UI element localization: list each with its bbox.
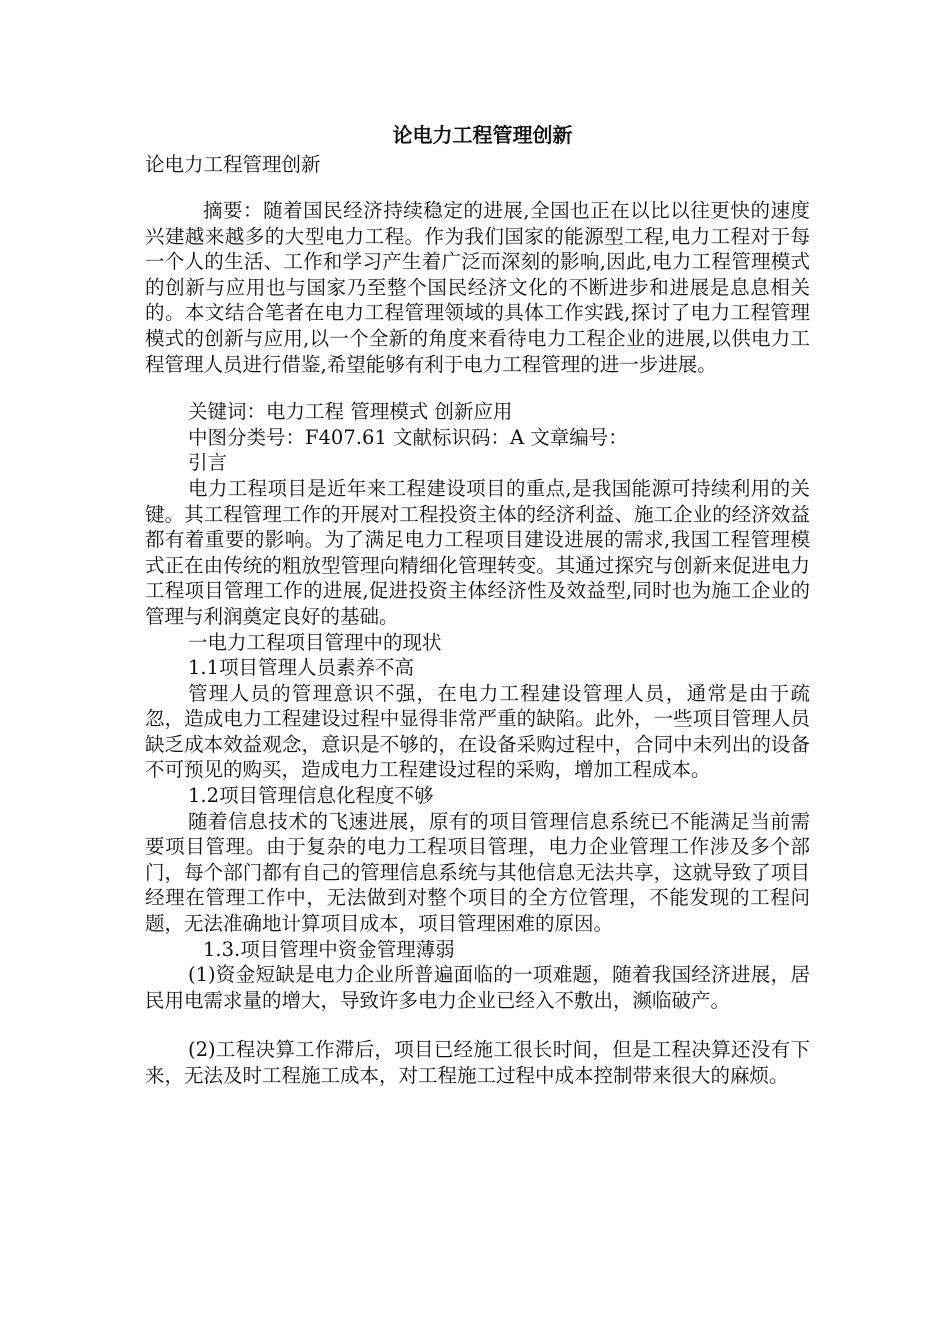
section-1-3-paragraph-1: (1)资金短缺是电力企业所普遍面临的一项难题，随着我国经济进展，居民用电需求量的增大，导致许多电力企业已经入不敷出，濒临破产。 (145, 963, 810, 1012)
spacer (145, 180, 810, 198)
classification-line: 中图分类号：F407.61 文献标识码：A 文章编号： (188, 425, 628, 449)
intro-heading: 引言 (188, 451, 228, 475)
section-1-1-heading: 1.1项目管理人员素养不高 (188, 656, 415, 680)
section-1-3-paragraph-2: (2)工程决算工作滞后，项目已经施工很长时间，但是工程决算还没有下来，无法及时工程施工成本，对工程施工过程中成本控制带来很大的麻烦。 (145, 1038, 810, 1087)
section-1-2-paragraph: 随着信息技术的飞速进展，原有的项目管理信息系统已不能满足当前需要项目管理。由于复杂的电力工程项目管理，电力企业管理工作涉及多个部门，每个部门都有自己的管理信息系统与其他信息无法共享，这就导致了项目经理在管理工作中，无法做到对整个项目的全方位管理，不能发现的工程问题，无法准确地计算项目成本，项目管理困难的原因。 (145, 809, 810, 936)
spacer (145, 377, 810, 399)
section-1-2-heading: 1.2项目管理信息化程度不够 (188, 784, 434, 808)
section-1-heading: 一电力工程项目管理中的现状 (188, 630, 442, 654)
document-title: 论电力工程管理创新 (392, 123, 573, 147)
section-1-1-paragraph: 管理人员的管理意识不强，在电力工程建设管理人员，通常是由于疏忽，造成电力工程建设过程中显得非常严重的缺陷。此外，一些项目管理人员缺乏成本效益观念，意识是不够的，在设备采购过程中，合同中未列出的设备不可预见的购买，造成电力工程建设过程的采购，增加工程成本。 (145, 681, 810, 782)
document-body (145, 120, 810, 1089)
section-1-3-heading: 1.3.项目管理中资金管理薄弱 (203, 937, 455, 961)
keywords-line: 关键词：电力工程 管理模式 创新应用 (188, 400, 513, 424)
abstract-paragraph: 摘要：随着国民经济持续稳定的进展,全国也正在以比以往更快的速度兴建越来越多的大型电力工程。作为我们国家的能源型工程,电力工程对于每一个人的生活、工作和学习产生着广泛而深刻的影响,因此,电力工程管理模式的创新与应用也与国家乃至整个国民经济文化的不断进步和进展是息息相关的。本文结合笔者在电力工程管理领域的具体工作实践,探讨了电力工程管理模式的创新与应用,以一个全新的角度来看待电力工程企业的进展,以供电力工程管理人员进行借鉴,希望能够有利于电力工程管理的进一步进展。 (145, 199, 810, 376)
spacer (145, 1013, 810, 1037)
intro-paragraph: 电力工程项目是近年来工程建设项目的重点,是我国能源可持续利用的关键。其工程管理工作的开展对工程投资主体的经济利益、施工企业的经济效益都有着重要的影响。为了满足电力工程项目建设进展的需求,我国工程管理模式正在由传统的粗放型管理向精细化管理转变。其通过探究与创新来促进电力工程项目管理工作的进展,促进投资主体经济性及效益型,同时也为施工企业的管理与利润奠定良好的基础。 (145, 476, 810, 628)
document-subtitle: 论电力工程管理创新 (145, 153, 321, 176)
